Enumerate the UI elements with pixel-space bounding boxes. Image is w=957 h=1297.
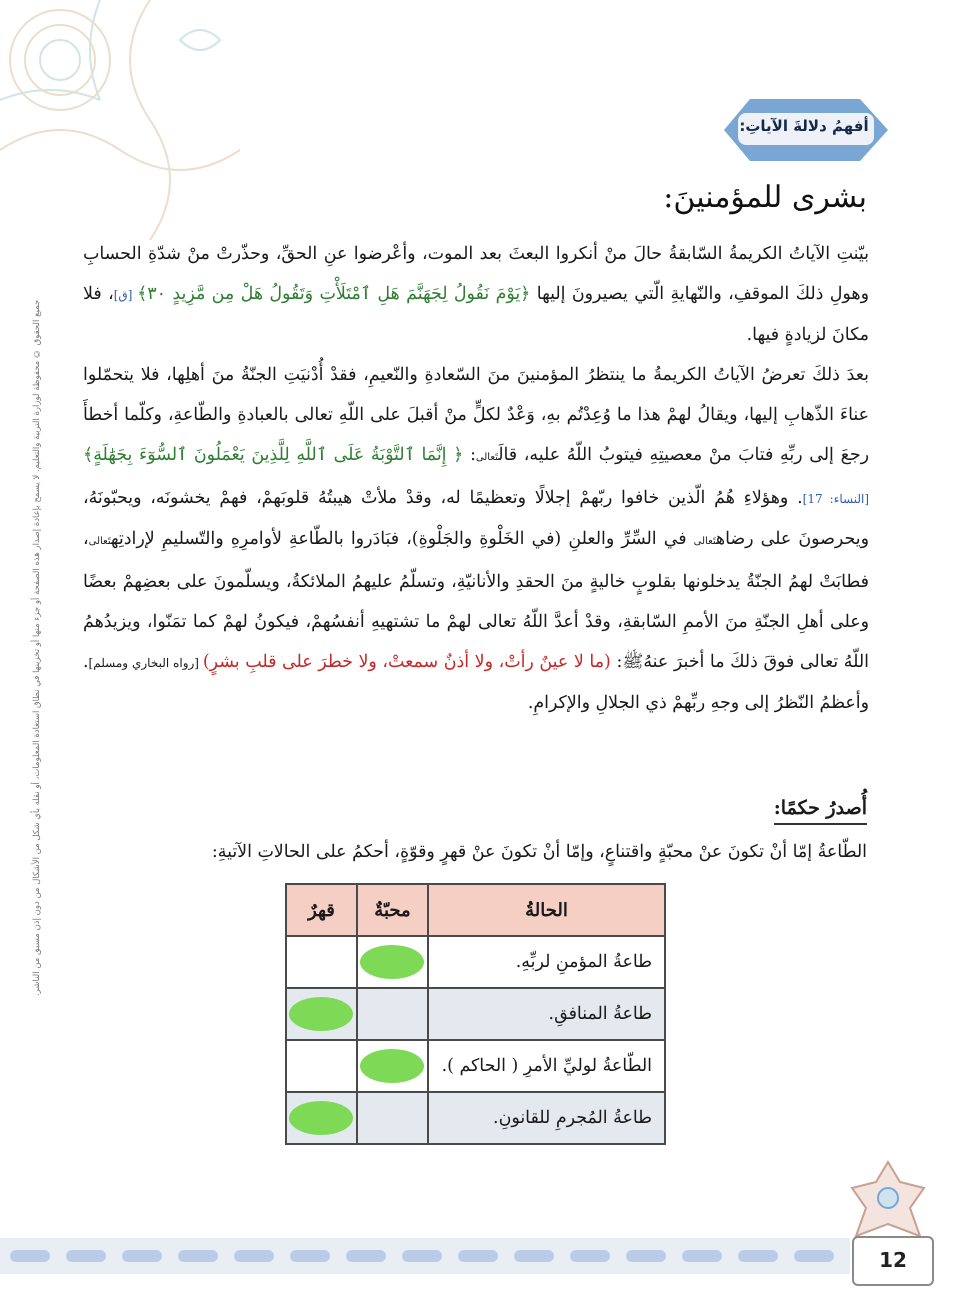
paragraph-1-end: ، فلا مكانَ لزيادةٍ فيها. <box>83 284 869 345</box>
header-love: محبّةٌ <box>357 884 428 936</box>
band-tile <box>122 1250 162 1262</box>
ayah-nisa-ref: [النساء: 17] <box>802 492 870 506</box>
band-tile <box>290 1250 330 1262</box>
table-row <box>286 1040 665 1092</box>
paragraph-2-text-d: ، فطابَتْ لهمُ الجنّةُ يدخلونها بقلوبٍ خاليةٍ منَ الحقدِ والأنانيّةِ، وتسلّمُ عليهمُ الملائكةُ، ويسلّمونَ على بعضِهمْ بعضًا وعلى أهلِ الجنّةِ منَ الأممِ السّابقةِ، وقدْ أعدَّ اللّهُ تعالى لهمْ ما تشتهيهِ أنفسُهمْ، فيكونُ لهمْ كما تمَنّوا، ويزيدُهمُ اللّهُ تعالى فوقَ ذلكَ ما أخبرَ عنهُ <box>83 529 870 672</box>
band-tile <box>346 1250 386 1262</box>
band-tile <box>10 1250 50 1262</box>
force-cell <box>286 1040 357 1092</box>
corner-ornament-icon <box>0 0 250 240</box>
band-tile <box>626 1250 666 1262</box>
band-tile <box>570 1250 610 1262</box>
taala-mark-2: تَعالى <box>693 536 716 547</box>
band-tile <box>458 1250 498 1262</box>
paragraph-2-end: . وأعظمُ النّظرُ إلى وجهِ ربِّهمْ ذي الجلالِ والإكرامِ. <box>83 652 869 713</box>
force-cell <box>286 1092 357 1144</box>
selected-mark-icon <box>289 997 353 1031</box>
ayah-nisa: ﴿ إِنَّمَا ٱلتَّوْبَةُ عَلَى ٱللَّهِ لِلَّذِينَ يَعْمَلُونَ ٱلسُّوٓءَ بِجَهَٰلَةٍ﴾ <box>83 445 464 465</box>
hadith-text: (ما لا عينٌ رأتْ، ولا أذنٌ سمعتْ، ولا خطرَ على قلبِ بشرٍ) <box>202 652 611 672</box>
colon: : <box>463 445 476 465</box>
band-tile <box>514 1250 554 1262</box>
selected-mark-icon <box>360 945 424 979</box>
page-title: بشرى للمؤمنينَ: <box>663 180 867 215</box>
judgement-table <box>285 883 666 1145</box>
force-cell <box>286 988 357 1040</box>
subsection-title: أُصدرُ حكمًا: <box>774 797 867 825</box>
band-tile <box>234 1250 274 1262</box>
love-cell <box>357 1040 428 1092</box>
love-cell <box>357 988 428 1040</box>
instruction-text: الطّاعةُ إمّا أنْ تكونَ عنْ محبّةٍ واقتناعٍ، وإمّا أنْ تكونَ عنْ قهرٍ وقوّةٍ، أحكمُ على الحالاتِ الآتيةِ: <box>211 842 867 862</box>
copyright-side-note: جميع الحقوق © محفوظة لوزارة التربية والتعليم. لا يسمح بإعادة إصدار هذه الصفحة أو جزء منها أو تخزينها في نطاق استعادة المعلومات، أو نقله بأي شكل من الأشكال من دون إذن مسبق من الناشر. <box>32 300 42 997</box>
case-cell: طاعةُ المُجرمِ للقانونِ. <box>428 1092 665 1144</box>
header-case: الحالةُ <box>428 884 665 936</box>
love-cell <box>357 1092 428 1144</box>
section-tag <box>720 95 892 165</box>
love-cell <box>357 936 428 988</box>
selected-mark-icon <box>289 1101 353 1135</box>
hadith-ref: [رواه البخاري ومسلم] <box>88 656 203 670</box>
page-number-ornament-icon <box>840 1158 936 1240</box>
band-tile <box>402 1250 442 1262</box>
selected-mark-icon <box>360 1049 424 1083</box>
page-number: 12 <box>852 1236 934 1286</box>
saw-mark: ﷺ <box>622 652 644 672</box>
colon-2: : <box>610 652 623 672</box>
ayah-qaf-ref: [ق] <box>113 288 138 302</box>
taala-mark: تَعالى <box>475 452 499 463</box>
case-cell: طاعةُ المنافقِ. <box>428 988 665 1040</box>
ayah-qaf: ﴿يَوْمَ نَقُولُ لِجَهَنَّمَ هَلِ ٱمْتَلَأْتِ وَتَقُولُ هَلْ مِن مَّزِيدٍ ٣٠﴾ <box>137 284 531 304</box>
body-text <box>83 234 869 723</box>
band-tile <box>682 1250 722 1262</box>
paragraph-1-text: بيّنتِ الآياتُ الكريمةُ السّابقةُ حالَ منْ أنكروا البعثَ بعد الموت، وأعْرضوا عنِ الحقِّ، وحذّرتْ منْ شدّةِ الحسابِ وهولِ ذلكَ الموقفِ، والنّهايةِ الّتي يصيرونَ إليها <box>83 244 869 304</box>
taala-mark-3: تَعالى <box>88 536 111 547</box>
paragraph-2-text-b: . وهؤلاءِ هُمُ الّذين خافوا ربّهمْ إجلالًا وتعظيمًا له، وقدْ ملأتْ هيبتُهُ قلوبَهمْ، فهمْ يخشونَه، ويحبّونَهُ، ويحرصونَ على رضاه <box>83 488 869 549</box>
case-cell: طاعةُ المؤمنِ لربِّهِ. <box>428 936 665 988</box>
case-cell: الطّاعةُ لوليِّ الأمرِ ( الحاكم ). <box>428 1040 665 1092</box>
table-row <box>286 988 665 1040</box>
band-tile <box>178 1250 218 1262</box>
paragraph-2-text: بعدَ ذلكَ تعرضُ الآياتُ الكريمةُ ما ينتظرُ المؤمنينَ منَ السّعادةِ والنّعيمِ، فقدْ أُدْنيَتِ الجنّةُ منَ أهلِها، فلا يتحمّلوا عناءَ الذّهابِ إليها، ويقالُ لهمْ هذا ما وُعِدْتُم بهِ، وَعْدٌ لكلٍّ منْ أقبلَ على اللّهِ تعالى بالعبادةِ والطّاعةِ، وكلّما أخطأَ رجعَ إلى ربِّهِ فتابَ منْ معصيتِهِ فيتوبُ اللّهُ عليه، قالَ <box>83 365 869 465</box>
paragraph-2-text-c: في السِّرِّ والعلنِ (في الخَلْوةِ والجَلْوةِ)، فبَادَروا بالطّاعةِ لأوامرِهِ والتّسليمِ لإرادتِه <box>110 529 694 549</box>
header-force: قهرٌ <box>286 884 357 936</box>
table-row <box>286 936 665 988</box>
band-tile <box>738 1250 778 1262</box>
section-tag-label: أفهمُ دلالةَ الآياتِ: <box>739 117 869 135</box>
bottom-band-ornament-icon <box>0 1238 850 1274</box>
force-cell <box>286 936 357 988</box>
table-row <box>286 1092 665 1144</box>
band-tile <box>794 1250 834 1262</box>
band-tile <box>66 1250 106 1262</box>
